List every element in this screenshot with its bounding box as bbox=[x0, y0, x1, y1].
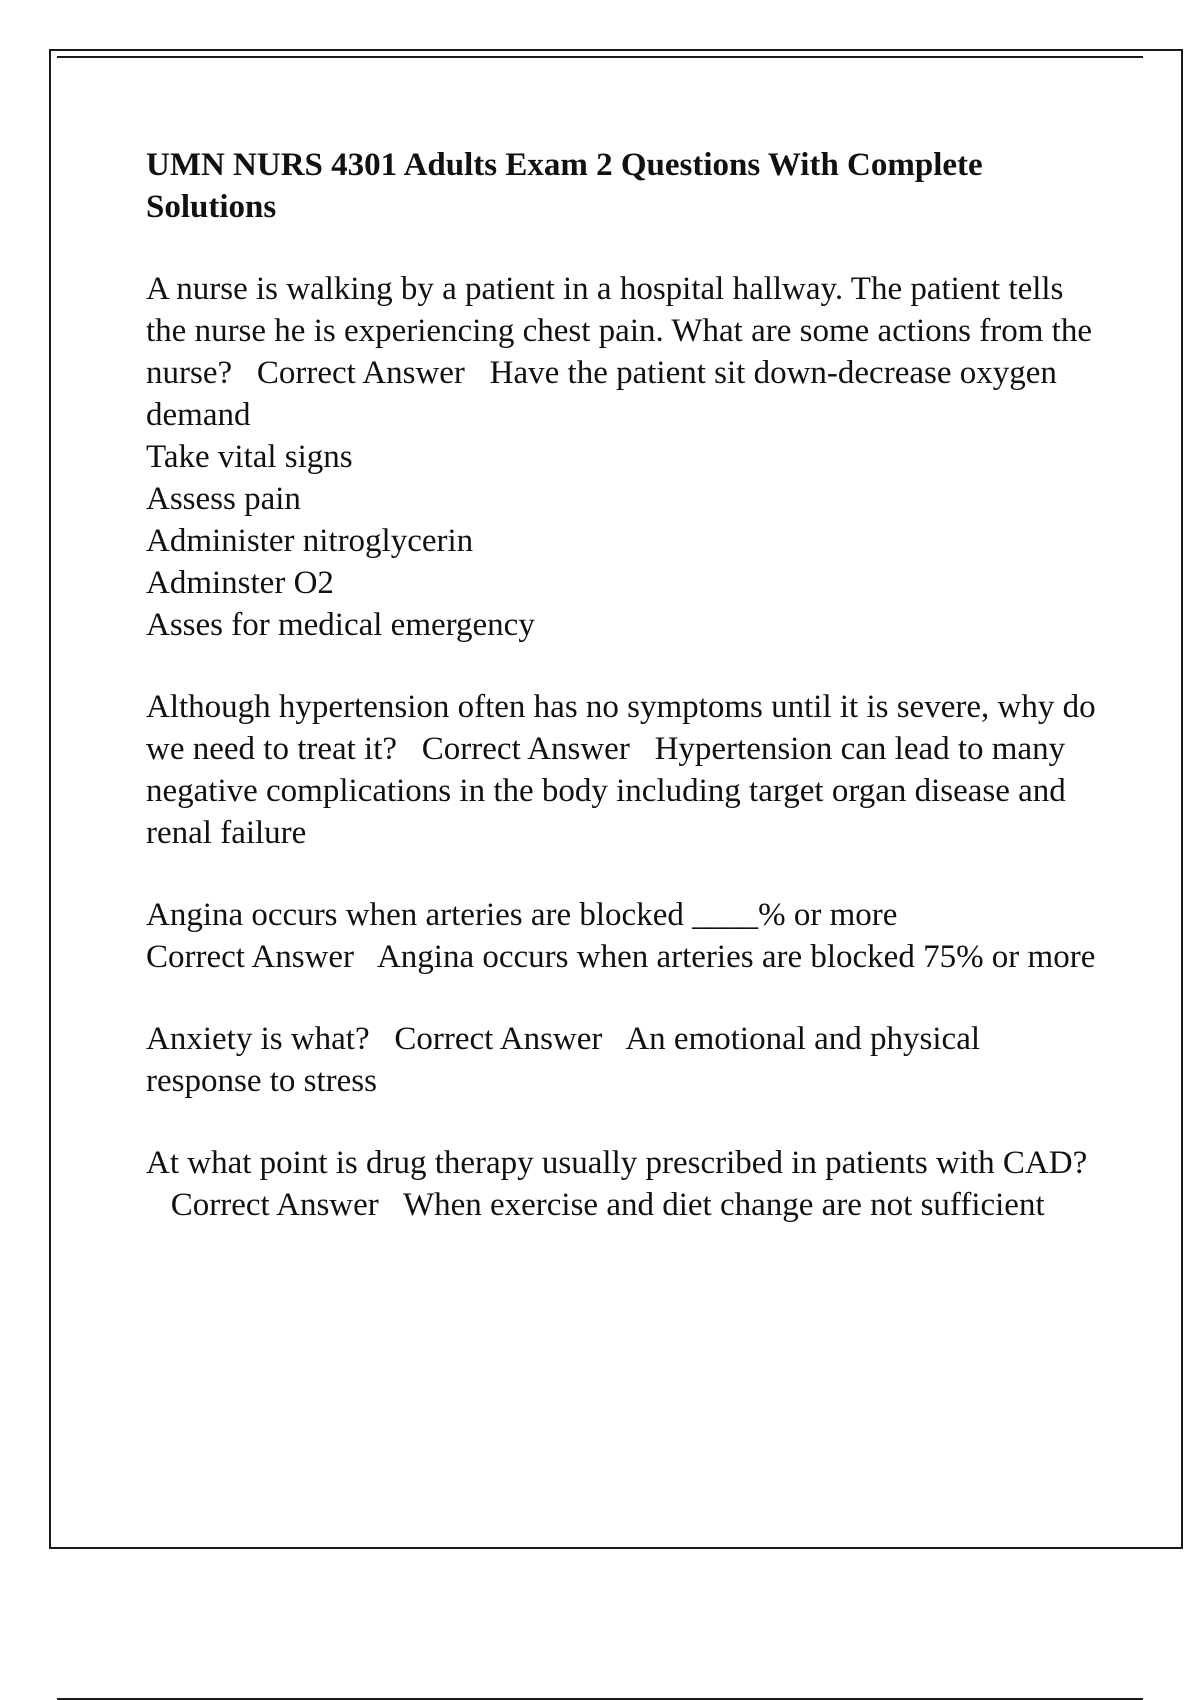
question-text: Angina occurs when arteries are blocked ____% or more bbox=[146, 897, 898, 933]
correct-answer-label: Correct Answer bbox=[146, 939, 355, 975]
document-body bbox=[146, 144, 1096, 1266]
answer-text: Have the patient sit down-decrease oxygen demand bbox=[146, 355, 1057, 433]
answer-text: When exercise and diet change are not sufficient bbox=[402, 1187, 1045, 1223]
correct-answer-label: Correct Answer bbox=[394, 1021, 603, 1057]
answer-text: Angina occurs when arteries are blocked 75% or more bbox=[376, 939, 1096, 975]
qa-item-1 bbox=[146, 268, 1096, 646]
answer-line: Adminster O2 bbox=[146, 565, 334, 601]
answer-line: Administer nitroglycerin bbox=[146, 523, 474, 559]
correct-answer-label: Correct Answer bbox=[421, 731, 630, 767]
qa-item-4 bbox=[146, 1018, 1096, 1102]
document-title: UMN NURS 4301 Adults Exam 2 Questions With Complete Solutions bbox=[146, 147, 983, 225]
qa-item-5 bbox=[146, 1142, 1096, 1226]
qa-item-2 bbox=[146, 686, 1096, 854]
answer-line: Asses for medical emergency bbox=[146, 607, 535, 643]
answer-text: Hypertension can lead to many negative complications in the body including target organ disease and renal failure bbox=[146, 731, 1066, 851]
correct-answer-label: Correct Answer bbox=[170, 1187, 379, 1223]
header-rule bbox=[57, 56, 1143, 58]
answer-text: An emotional and physical response to stress bbox=[146, 1021, 981, 1099]
answer-line: Assess pain bbox=[146, 481, 301, 517]
qa-item-3 bbox=[146, 894, 1096, 978]
answer-line: Take vital signs bbox=[146, 439, 353, 475]
question-text: A nurse is walking by a patient in a hospital hallway. The patient tells the nurse he is experiencing chest pain. What are some actions from the nurse? bbox=[146, 271, 1092, 391]
correct-answer-label: Correct Answer bbox=[256, 355, 465, 391]
question-text: At what point is drug therapy usually prescribed in patients with CAD? bbox=[146, 1145, 1088, 1181]
question-text: Anxiety is what? bbox=[146, 1021, 370, 1057]
question-text: Although hypertension often has no symptoms until it is severe, why do we need to treat it? bbox=[146, 689, 1096, 767]
